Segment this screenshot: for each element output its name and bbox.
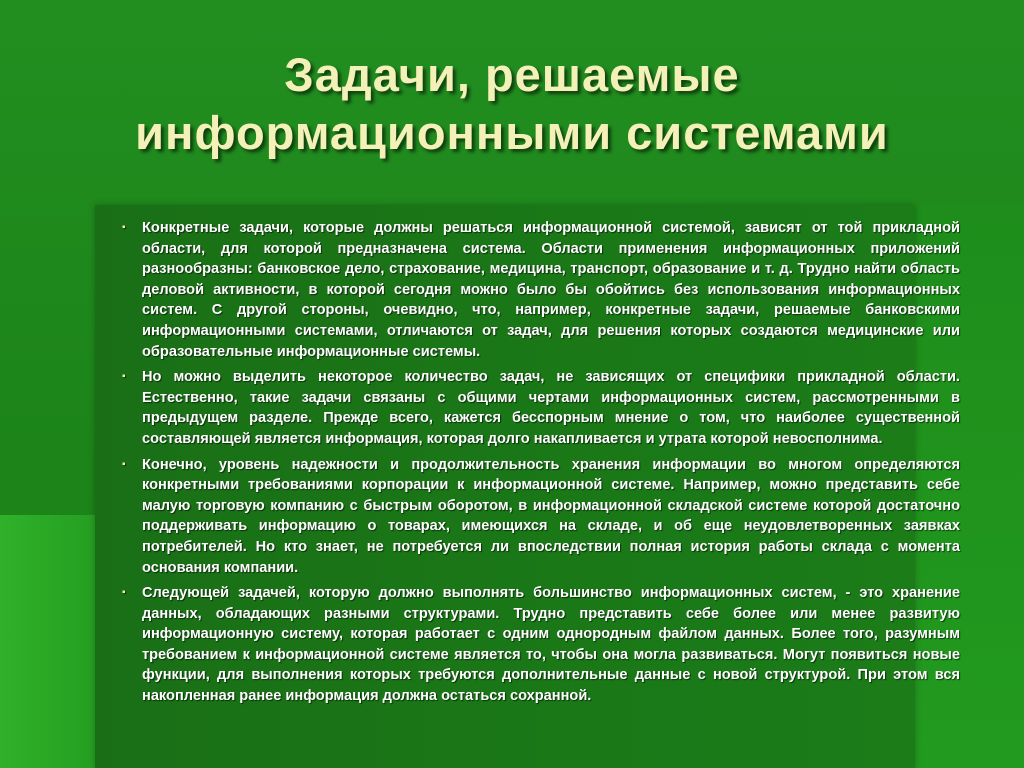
square-bullet-icon: ▪ — [122, 587, 126, 599]
bullet-item — [118, 367, 960, 449]
bullet-list — [118, 218, 960, 712]
slide-title-line-2: информационными системами — [135, 106, 889, 159]
bullet-text: Конкретные задачи, которые должны решаться информационной системой, зависят от той прикладной области, для которой предназначена система. Области применения информационных приложений разнообразны: банковское дело, страхование, медицина, транспорт, образование и т. д. Трудно найти область деловой активности, в которой сегодня можно было бы обойтись без использования информационных систем. С другой стороны, очевидно, что, например, конкретные задачи, решаемые банковскими информационными системами, отличаются от задач, для решения которых создаются медицинские или образовательные информационные системы. — [142, 220, 960, 360]
slide-title-line-1: Задачи, решаемые — [284, 48, 740, 101]
bullet-text: Но можно выделить некоторое количество задач, не зависящих от специфики прикладной области. Естественно, такие задачи связаны с общими чертами информационных систем, рассмотренными в предыдущем разделе. Прежде всего, кажется бесспорным мнение о том, что наиболее существенной составляющей является информация, которая долго накапливается и утрата которой невосполнима. — [142, 369, 960, 447]
bullet-text: Конечно, уровень надежности и продолжительность хранения информации во многом определяются конкретными требованиями корпорации к информационной системе. Например, можно представить себе малую торговую компанию с быстрым оборотом, в информационной складской системе которой достаточно поддерживать информацию о товарах, имеющихся на складе, и об еще неудовлетворенных заявках потребителей. Но кто знает, не потребуется ли впоследствии полная история работы склада с момента основания компании. — [142, 456, 960, 576]
slide-title — [0, 46, 1024, 162]
square-bullet-icon: ▪ — [122, 458, 126, 470]
bullet-item — [118, 583, 960, 707]
square-bullet-icon: ▪ — [122, 222, 126, 233]
bullet-item — [118, 218, 960, 362]
bullet-text: Следующей задачей, которую должно выполнять большинство информационных систем, - это хранение данных, обладающих разными структурами. Трудно представить себе более или менее развитую информационную систему, которая работает с одним однородным файлом данных. Более того, разумным требованием к информационной системе является то, чтобы она могла развиваться. Могут появиться новые функции, для выполнения которых требуются дополнительные данные с новой структурой. При этом вся накопленная ранее информация должна остаться сохранной. — [142, 585, 960, 705]
bullet-item — [118, 455, 960, 579]
square-bullet-icon: ▪ — [122, 371, 126, 383]
